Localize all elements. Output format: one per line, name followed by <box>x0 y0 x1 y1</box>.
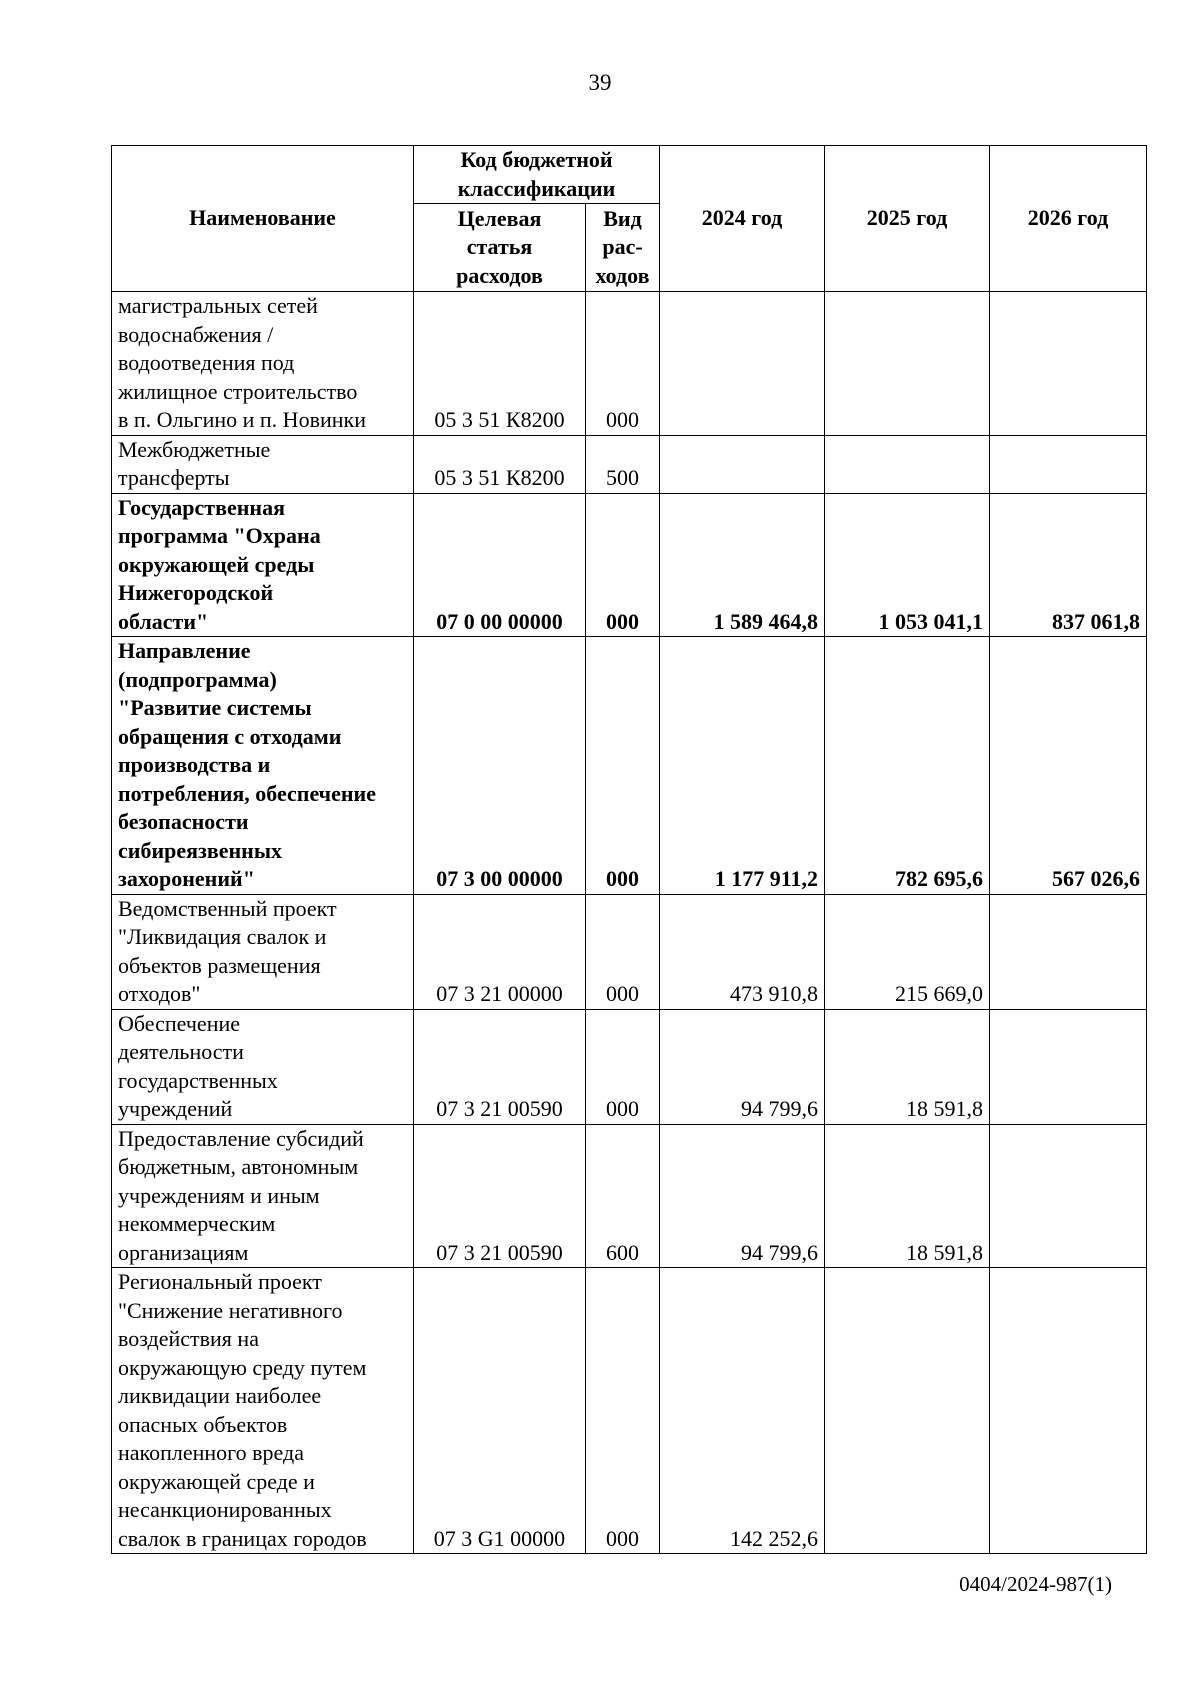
row-amount-2025 <box>825 435 990 493</box>
row-amount-2025 <box>825 292 990 436</box>
row-amount-2025: 1 053 041,1 <box>825 493 990 637</box>
row-expense-kind: 600 <box>586 1124 660 1268</box>
row-amount-2026 <box>990 1009 1147 1124</box>
row-amount-2026: 837 061,8 <box>990 493 1147 637</box>
row-amount-2026 <box>990 1268 1147 1554</box>
row-target-article: 07 3 21 00590 <box>414 1009 586 1124</box>
row-amount-2026 <box>990 1124 1147 1268</box>
row-amount-2024: 1 177 911,2 <box>660 637 825 895</box>
table-row <box>112 435 1147 493</box>
row-target-article: 05 3 51 К8200 <box>414 292 586 436</box>
header-expense-kind: Вид рас- ходов <box>586 204 660 292</box>
row-name: Ведомственный проект "Ликвидация свалок и объектов размещения отходов" <box>112 894 414 1009</box>
row-name: Региональный проект "Снижение негативного воздействия на окружающую среду путем ликвидации наиболее опасных объектов накопленного вреда окружающей среде и несанкционированных свалок в границах городов <box>112 1268 414 1554</box>
table-row <box>112 894 1147 1009</box>
row-expense-kind: 500 <box>586 435 660 493</box>
header-2025: 2025 год <box>825 146 990 292</box>
row-amount-2024: 1 589 464,8 <box>660 493 825 637</box>
row-name: Межбюджетные трансферты <box>112 435 414 493</box>
table-row <box>112 493 1147 637</box>
row-expense-kind: 000 <box>586 637 660 895</box>
table-row <box>112 1124 1147 1268</box>
row-amount-2024: 94 799,6 <box>660 1009 825 1124</box>
table-body <box>112 292 1147 1554</box>
row-amount-2024: 142 252,6 <box>660 1268 825 1554</box>
row-target-article: 07 3 21 00000 <box>414 894 586 1009</box>
row-amount-2024 <box>660 435 825 493</box>
row-amount-2024: 473 910,8 <box>660 894 825 1009</box>
table-row <box>112 292 1147 436</box>
document-code: 0404/2024-987(1) <box>959 1572 1112 1596</box>
page-number: 39 <box>588 70 612 95</box>
row-target-article: 07 3 00 00000 <box>414 637 586 895</box>
row-expense-kind: 000 <box>586 894 660 1009</box>
row-expense-kind: 000 <box>586 1009 660 1124</box>
header-budget-code: Код бюджетной классификации <box>414 146 660 204</box>
row-name: магистральных сетей водоснабжения / водоотведения под жилищное строительство в п. Ольгино и п. Новинки <box>112 292 414 436</box>
header-2026: 2026 год <box>990 146 1147 292</box>
row-target-article: 05 3 51 К8200 <box>414 435 586 493</box>
row-amount-2024 <box>660 292 825 436</box>
row-target-article: 07 3 G1 00000 <box>414 1268 586 1554</box>
row-expense-kind: 000 <box>586 493 660 637</box>
row-name: Государственная программа "Охрана окружающей среды Нижегородской области" <box>112 493 414 637</box>
row-amount-2026 <box>990 435 1147 493</box>
row-name: Обеспечение деятельности государственных учреждений <box>112 1009 414 1124</box>
row-amount-2026 <box>990 292 1147 436</box>
row-amount-2025: 18 591,8 <box>825 1124 990 1268</box>
header-2024: 2024 год <box>660 146 825 292</box>
table-header <box>112 146 1147 292</box>
row-amount-2026: 567 026,6 <box>990 637 1147 895</box>
row-amount-2025 <box>825 1268 990 1554</box>
row-expense-kind: 000 <box>586 1268 660 1554</box>
row-name: Направление (подпрограмма) "Развитие системы обращения с отходами производства и потребления, обеспечение безопасности сибиреязвенных захоронений" <box>112 637 414 895</box>
row-target-article: 07 3 21 00590 <box>414 1124 586 1268</box>
table-row <box>112 1268 1147 1554</box>
row-amount-2025: 215 669,0 <box>825 894 990 1009</box>
table-row <box>112 637 1147 895</box>
table-row <box>112 1009 1147 1124</box>
row-amount-2025: 782 695,6 <box>825 637 990 895</box>
budget-table <box>111 145 1147 1554</box>
header-target-article: Целевая статья расходов <box>414 204 586 292</box>
row-amount-2025: 18 591,8 <box>825 1009 990 1124</box>
row-amount-2024: 94 799,6 <box>660 1124 825 1268</box>
row-amount-2026 <box>990 894 1147 1009</box>
row-target-article: 07 0 00 00000 <box>414 493 586 637</box>
header-name: Наименование <box>112 146 414 292</box>
row-name: Предоставление субсидий бюджетным, автономным учреждениям и иным некоммерческим организациям <box>112 1124 414 1268</box>
row-expense-kind: 000 <box>586 292 660 436</box>
